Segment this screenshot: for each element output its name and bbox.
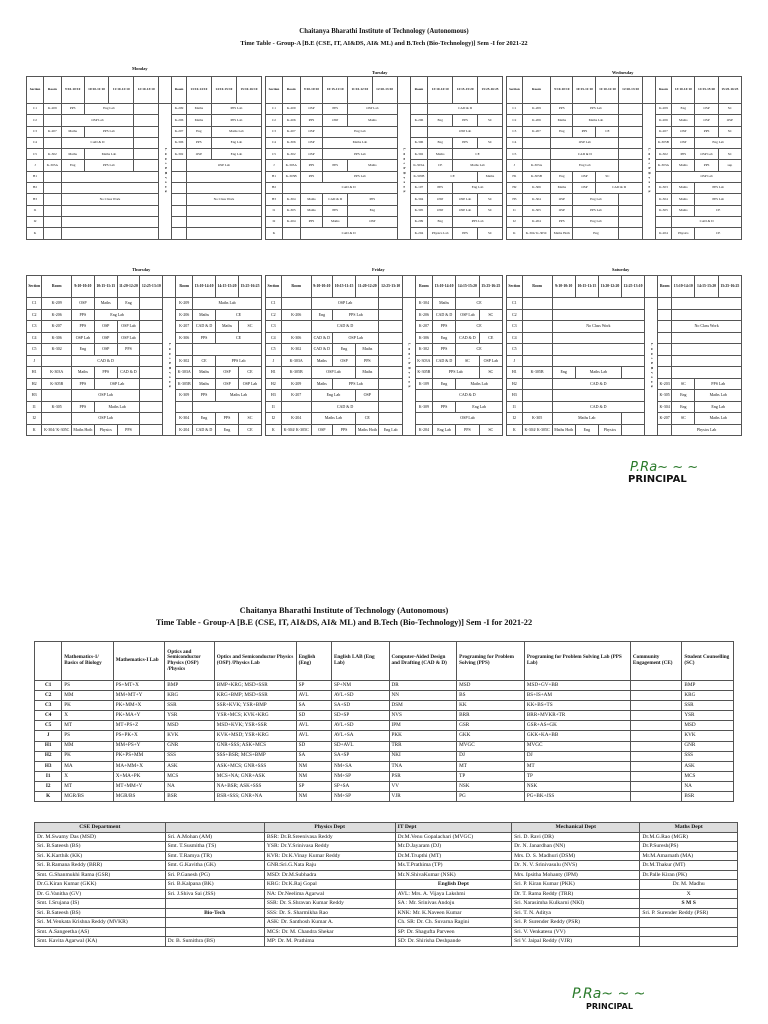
allotment-cell: SSS+BSR; MCS+BMP bbox=[214, 751, 296, 761]
faculty-cell: Dr.M.G.Rao (MGR) bbox=[640, 832, 738, 842]
allotment-cell: SP bbox=[296, 681, 331, 691]
faculty-cell: Sri. B.Kalpana (BK) bbox=[165, 880, 264, 890]
faculty-cell: KNK: Mr. K.Naveen Kumar bbox=[395, 908, 511, 918]
allotment-cell: MT bbox=[62, 721, 114, 731]
subjects-subtitle: Time Table - Group-A [B.E (CSE, IT, AI&DS, AI& ML) and B.Tech (Bio-Technology)] Sem -I for 2021-22 bbox=[155, 618, 533, 627]
subject-header-5: English (Eng) bbox=[296, 642, 331, 681]
allotment-cell: PG+BK+JSS bbox=[524, 792, 630, 802]
allotment-cell: BMP bbox=[165, 681, 214, 691]
subject-header-8: Programing for Problem Solving (PPS) bbox=[457, 642, 525, 681]
table-row bbox=[35, 761, 734, 771]
allotment-cell: SP+SA bbox=[331, 781, 389, 791]
allotment-cell: PK+MM+X bbox=[113, 701, 165, 711]
allotment-cell: SA bbox=[296, 701, 331, 711]
allotment-cell: NVS bbox=[389, 711, 457, 721]
allotment-cell: MSD bbox=[457, 681, 525, 691]
faculty-cell: Smt. I.Srujana (IS) bbox=[35, 899, 166, 909]
subject-header-6: English LAB (Eng Lab) bbox=[331, 642, 389, 681]
table-row bbox=[35, 751, 734, 761]
allotment-cell: MVGC bbox=[524, 741, 630, 751]
section-cell: C4 bbox=[35, 711, 62, 721]
table-row bbox=[35, 918, 738, 928]
faculty-cell: Sri. B.Sateesh (BS) bbox=[35, 842, 166, 852]
faculty-cell: Mr.M.Amarnath (MA) bbox=[640, 851, 738, 861]
allotment-cell: TP bbox=[457, 771, 525, 781]
faculty-cell: MSD: Dr.M.Subhadra bbox=[264, 870, 395, 880]
allotment-cell bbox=[630, 741, 682, 751]
allotment-cell: TRR bbox=[389, 741, 457, 751]
allotment-cell: BMP+KRG; MSD+SSR bbox=[214, 681, 296, 691]
table-row bbox=[35, 842, 738, 852]
faculty-cell: Dr. N. V. Srinivasulu (NVS) bbox=[512, 861, 640, 871]
table-row bbox=[35, 771, 734, 781]
section-cell: C5 bbox=[35, 721, 62, 731]
faculty-cell: MCS: Dr. M. Chandra Shekar bbox=[264, 927, 395, 937]
allotment-cell: VJR bbox=[389, 792, 457, 802]
allotment-cell: SP+NM bbox=[331, 681, 389, 691]
allotment-cell: MT+MM+Y bbox=[113, 781, 165, 791]
subject-allotment-table bbox=[34, 641, 734, 802]
allotment-cell: BMP bbox=[682, 681, 734, 691]
faculty-cell: Smt. A.Sangeetha (AS) bbox=[35, 927, 166, 937]
section-cell: I1 bbox=[35, 771, 62, 781]
allotment-cell: PG bbox=[457, 792, 525, 802]
faculty-cell bbox=[165, 899, 264, 909]
day-label-saturday: Saturday bbox=[612, 267, 630, 272]
subject-header-0 bbox=[35, 642, 62, 681]
friday-table: Section Room 9:10-10:10 10:15-11:15 11:20-12:20 12:25-13:10 Room 13:10-14:10 14:15-15:20 15:25-16:25 C1 OSP Lab L u n c h B r e a k K-304 Maths CE C2 K-206 Eng PPS Lab K-206 CAD & D OSP Lab SC C3 CAD & D K-207 PPS CE C4 K-306 CAD & D OSP Lab K-306 Eng CAD & D CE C5 K-302 CAD & D Eng Maths K-302 PPS CE J K-303A Maths OSP PPS K-303A CAD & D SC OSP Lab H1 K-305B OSP Lab Maths K-305B PPS Lab SC H2 K-209 Maths PPS Lab K-109 Eng Maths Lab H3 K-207 Eng Lab OSP CAD & D I1 CAD & D K-309 PPS Eng Lab I2 K-204 Maths Lab CE OSP Lab K K-304/ K-305C OSP PPS Maths Hoth Eng Lab K-204 Eng Lab PPS SC bbox=[265, 275, 503, 436]
allotment-cell bbox=[630, 691, 682, 701]
faculty-cell: Sri. T. N. Aditya bbox=[512, 908, 640, 918]
allotment-cell: SA+SD bbox=[331, 701, 389, 711]
allotment-cell: NM bbox=[296, 761, 331, 771]
faculty-cell: Sri. B.Sateesh (BS) bbox=[35, 908, 166, 918]
faculty-cell: SA : Mr. Srinivas Andoju bbox=[395, 899, 511, 909]
faculty-header-1 bbox=[165, 823, 264, 833]
allotment-cell: PS bbox=[62, 731, 114, 741]
allotment-cell: MSD bbox=[682, 721, 734, 731]
faculty-cell: Sri. P.Ganesh (PG) bbox=[165, 870, 264, 880]
allotment-cell: MT bbox=[524, 761, 630, 771]
day-label-thursday: Thursday bbox=[132, 267, 151, 272]
table-row bbox=[35, 861, 738, 871]
allotment-cell: MM+PS+Y bbox=[113, 741, 165, 751]
allotment-cell: NA+BSR; ASK+SSS bbox=[214, 781, 296, 791]
allotment-cell: NKI bbox=[389, 751, 457, 761]
faculty-cell: Dr. G.Vanitha (GV) bbox=[35, 889, 166, 899]
faculty-cell: AVL: Mrs. A. Vijaya Lakshmi bbox=[395, 889, 511, 899]
section-cell: C1 bbox=[35, 681, 62, 691]
table-row bbox=[35, 691, 734, 701]
faculty-cell: Dr. B. Sumithra (BS) bbox=[165, 937, 264, 947]
allotment-cell: GNR bbox=[682, 741, 734, 751]
allotment-cell bbox=[630, 751, 682, 761]
allotment-cell: KVK+MSD; YSR+KRG bbox=[214, 731, 296, 741]
allotment-cell: YSR+MCS; KVK+KRG bbox=[214, 711, 296, 721]
allotment-cell: KVK bbox=[165, 731, 214, 741]
table-row bbox=[35, 870, 738, 880]
subject-header-4: Optics and Semiconductor Physics (OSP) /Physics Lab bbox=[214, 642, 296, 681]
faculty-cell: Sri. A.Mohan (AM) bbox=[165, 832, 264, 842]
lunch-break-saturday: L u n c h B r e a k bbox=[649, 343, 654, 389]
wednesday-table: Section Room 9:10-10:10 10:15-11:10 11:10-12:10 12:20-13:10 Room 13:10-14:10 14:15-15:20 15:25-16:25 C1 K-209 PPS PPS Lab L u n c h B r e a k K-209 Eng OSP SC C2 K-206 Maths Maths Lab K-206 Maths OSP OSP C3 K-207 Eng PPS CE K-207 OSP PPS SC C4 OSP Lab K-305B OSP Eng Lab C5 CAD & D K-302 PPS OSP Lab SC J K-303A Eng Lab K-303A Maths PPS sup H1 K-305B Eng OSP SC OSP Lab H2 K-306 Maths OSP CAD & D K-303 Maths PPS Lab H3 K-304 OSP Eng Lab K-304 Maths PPS Lab I1 K-305 OSP PPS Lab K-305 Maths CE I2 K-204 PPS Eng Lab CAD & D K K-304/ K-305C Maths Hoth Eng K-204 Physics CE bbox=[506, 76, 742, 240]
allotment-cell: BRR bbox=[457, 711, 525, 721]
allotment-cell: AVL+SD bbox=[331, 721, 389, 731]
faculty-cell: Mr.N.ShivaKumar (NSK) bbox=[395, 870, 511, 880]
allotment-cell: AVL bbox=[296, 691, 331, 701]
table-row bbox=[35, 741, 734, 751]
allotment-cell: SD bbox=[296, 711, 331, 721]
table-row bbox=[35, 880, 738, 890]
allotment-cell: X bbox=[62, 771, 114, 781]
subjects-institute-title: Chaitanya Bharathi Institute of Technology (Autonomous) bbox=[239, 606, 449, 615]
faculty-header-4: Mechanical Dept bbox=[512, 823, 640, 833]
allotment-cell: MCS bbox=[682, 771, 734, 781]
allotment-cell: MVGC bbox=[457, 741, 525, 751]
section-cell: J bbox=[35, 731, 62, 741]
allotment-cell bbox=[630, 721, 682, 731]
allotment-cell bbox=[630, 761, 682, 771]
allotment-cell: NSK bbox=[524, 781, 630, 791]
faculty-header-5: Maths Dept bbox=[640, 823, 738, 833]
allotment-cell: SD+SP bbox=[331, 711, 389, 721]
table-row bbox=[35, 792, 734, 802]
allotment-cell: MA+MM+X bbox=[113, 761, 165, 771]
faculty-table bbox=[34, 822, 738, 947]
allotment-cell: BRR+MVKR+TR bbox=[524, 711, 630, 721]
allotment-cell: ASK+MCS; GNR+SSS bbox=[214, 761, 296, 771]
allotment-cell bbox=[630, 731, 682, 741]
allotment-cell: MSD+KVK; YSR+SSR bbox=[214, 721, 296, 731]
faculty-cell: Sri. D. Ravi (DR) bbox=[512, 832, 640, 842]
no-class-saturday-am: No Class Work bbox=[586, 323, 611, 329]
table-row bbox=[35, 889, 738, 899]
table-row bbox=[35, 731, 734, 741]
allotment-cell: PSR bbox=[389, 771, 457, 781]
table-row bbox=[35, 937, 738, 947]
faculty-cell: Sri. B.Ramana Reddy (BRR) bbox=[35, 861, 166, 871]
timetable-subtitle: Time Table - Group-A [B.E (CSE, IT, AI&DS, AI& ML) and B.Tech (Bio-Technology)] Sem -I for 2021-22 bbox=[240, 40, 528, 47]
faculty-cell: Mrs. Ipsitha Mohanty (IPM) bbox=[512, 870, 640, 880]
allotment-cell: AVL bbox=[296, 721, 331, 731]
faculty-cell: Ms.T.Prathima (TP) bbox=[395, 861, 511, 871]
allotment-cell: NM bbox=[296, 792, 331, 802]
allotment-cell: NM+SP bbox=[331, 792, 389, 802]
allotment-cell: NN bbox=[389, 691, 457, 701]
lunch-break-tuesday: L u n c h B r e a k bbox=[402, 147, 407, 194]
allotment-cell: KK bbox=[457, 701, 525, 711]
faculty-cell: Dr.M.Venu Gopalachari (MVGC) bbox=[395, 832, 511, 842]
faculty-cell: GNR:Sri.G.Nata Raju bbox=[264, 861, 395, 871]
allotment-cell: AVL+SA bbox=[331, 731, 389, 741]
allotment-cell: MCS bbox=[165, 771, 214, 781]
faculty-cell: S M S bbox=[640, 899, 738, 909]
allotment-cell: NM+SA bbox=[331, 761, 389, 771]
section-cell: C2 bbox=[35, 691, 62, 701]
allotment-cell: MM bbox=[62, 741, 114, 751]
allotment-cell: SSR bbox=[682, 701, 734, 711]
allotment-cell: SD bbox=[296, 741, 331, 751]
principal-signature-bottom: P.Ra~ ~ ~ bbox=[572, 986, 646, 1002]
allotment-cell: PKK bbox=[389, 731, 457, 741]
allotment-cell: NM+SP bbox=[331, 771, 389, 781]
allotment-cell: PS+PK+X bbox=[113, 731, 165, 741]
faculty-cell: Bio-Tech bbox=[165, 908, 264, 918]
faculty-cell bbox=[640, 937, 738, 947]
faculty-cell: Ch. SR: Dr. Ch. Suvarna Ragini bbox=[395, 918, 511, 928]
subject-header-1: Mathematics-1/ Basics of Biology bbox=[62, 642, 114, 681]
allotment-cell: GSR+AS+GK bbox=[524, 721, 630, 731]
allotment-cell: GNR bbox=[165, 741, 214, 751]
table-row bbox=[35, 927, 738, 937]
allotment-cell: KK+BS+TS bbox=[524, 701, 630, 711]
subject-header-3: Optics and Semiconductor Physics (OSP) /Physics bbox=[165, 642, 214, 681]
faculty-cell: Mrs. D. S. Madhuri (DSM) bbox=[512, 851, 640, 861]
allotment-cell: MM+MT+Y bbox=[113, 691, 165, 701]
allotment-cell: MGR/BS bbox=[62, 792, 114, 802]
faculty-cell: MP: Dr. M. Prathima bbox=[264, 937, 395, 947]
lunch-break-thursday: L u n c h B r e a k bbox=[168, 343, 173, 389]
lunch-break-friday: L u n c h B r e a k bbox=[407, 343, 412, 389]
faculty-cell: Dr. N. Janardhan (NN) bbox=[512, 842, 640, 852]
section-cell: K bbox=[35, 792, 62, 802]
saturday-table: Section Room 9:10-10:10 10:15-11:15 11:20-12:20 12:25-13:10 Room 13:10-14:10 14:15-15:20 15:25-16:25 C1 L u n c h B r e a k C2 C3 No Class Work No Class Work C4 C5 J H1 K-305B Eng Maths Lab H2 CAD & D K-203 SC PPS Lab H3 K-305 Eng Maths Lab I1 CAD & D K-304 Eng Eng Lab I2 K-305 Maths Lab K-207 SC Maths Lab K K-304/ K-305C Maths Hoth Eng Physics Physics Lab bbox=[506, 275, 742, 436]
allotment-cell bbox=[630, 781, 682, 791]
faculty-cell: Smt. G.Kavitha (GK) bbox=[165, 861, 264, 871]
faculty-cell: English Dept bbox=[395, 880, 511, 890]
table-row bbox=[35, 681, 734, 691]
allotment-cell: BSR bbox=[682, 792, 734, 802]
allotment-cell: GKK+KA+BB bbox=[524, 731, 630, 741]
allotment-cell: SSS bbox=[165, 751, 214, 761]
allotment-cell: NSK bbox=[457, 781, 525, 791]
section-cell: H2 bbox=[35, 751, 62, 761]
allotment-cell: PK+PS+MM bbox=[113, 751, 165, 761]
day-label-tuesday: Tuesday bbox=[372, 70, 388, 75]
faculty-cell: X bbox=[640, 889, 738, 899]
faculty-cell: KVR: Dr.K.Vinay Kumar Reddy bbox=[264, 851, 395, 861]
allotment-cell bbox=[630, 792, 682, 802]
table-row bbox=[35, 899, 738, 909]
table-row bbox=[35, 721, 734, 731]
allotment-cell: NM bbox=[296, 771, 331, 781]
table-row bbox=[35, 701, 734, 711]
allotment-cell: NA bbox=[682, 781, 734, 791]
lunch-break-monday: L u n c h B r e a k bbox=[164, 147, 168, 194]
allotment-cell: PK bbox=[62, 701, 114, 711]
allotment-cell: MA bbox=[62, 761, 114, 771]
allotment-cell: GKK bbox=[457, 731, 525, 741]
principal-label-top: PRINCIPAL bbox=[628, 474, 687, 485]
allotment-cell: DJ bbox=[524, 751, 630, 761]
allotment-cell: KVK bbox=[682, 731, 734, 741]
section-cell: H1 bbox=[35, 741, 62, 751]
allotment-cell: YSR bbox=[682, 711, 734, 721]
faculty-cell: ASK: Dr. Santhosh Kumar A. bbox=[264, 918, 395, 928]
principal-label-bottom: PRINCIPAL bbox=[586, 1002, 633, 1011]
allotment-cell: KRG bbox=[682, 691, 734, 701]
allotment-cell: VV bbox=[389, 781, 457, 791]
allotment-cell: TNA bbox=[389, 761, 457, 771]
subject-header-11: Student Counselling (SC) bbox=[682, 642, 734, 681]
allotment-cell: MCS+NA; GNR+ASK bbox=[214, 771, 296, 781]
monday-table: Section Room 9:10-10:10 10:10-11:10 11:10-12:10 12:10-13:10 Room 13:10-14:10 14:10-15:10 15:10-16:10 C1 K-209 PPS Eng Lab L u n c h B r e a k K-209 Maths PPS Lab C2 OSP Lab K-206 Maths PPS Lab C3 K-207 Maths PPS Lab K-207 Eng Maths Lab C4 CAD & D K-306 PPS Eng Lab C5 K-302 Maths Maths Lab K-302 OSP Eng Lab J K-303A Eng PPS Lab OSP Lab H1 H2 H3 No Class Work No Class Work I1 I2 K bbox=[26, 76, 262, 240]
timetable-institute-title: Chaitanya Bharathi Institute of Technology (Autonomous) bbox=[299, 28, 469, 35]
section-cell: I2 bbox=[35, 781, 62, 791]
faculty-header-2: Physics Dept bbox=[264, 823, 395, 833]
allotment-cell: NA bbox=[165, 781, 214, 791]
allotment-cell: DSM bbox=[389, 701, 457, 711]
allotment-cell: MT bbox=[62, 781, 114, 791]
faculty-cell: Dr.P.Suresh(PS) bbox=[640, 842, 738, 852]
allotment-cell: PS+MT+X bbox=[113, 681, 165, 691]
faculty-cell: Dr. M. Madhu bbox=[640, 880, 738, 890]
faculty-cell bbox=[640, 918, 738, 928]
allotment-cell: MT+PS+Z bbox=[113, 721, 165, 731]
faculty-cell: SSR: Dr. S.Shravan Kumar Reddy bbox=[264, 899, 395, 909]
allotment-cell: KRG+BMP; MSD+SSR bbox=[214, 691, 296, 701]
table-row bbox=[35, 832, 738, 842]
faculty-cell: Dr. M.Swamy Das (MSD) bbox=[35, 832, 166, 842]
table-row bbox=[35, 711, 734, 721]
faculty-cell: Dr. T. Rama Reddy (TRR) bbox=[512, 889, 640, 899]
faculty-cell: Smt. T.Susmitha (TS) bbox=[165, 842, 264, 852]
faculty-cell: Mr.D.Jayaram (DJ) bbox=[395, 842, 511, 852]
allotment-cell: YSR bbox=[165, 711, 214, 721]
table-row bbox=[35, 781, 734, 791]
no-class-saturday-pm: No Class Work bbox=[694, 323, 719, 329]
allotment-cell: PS bbox=[62, 681, 114, 691]
faculty-cell bbox=[165, 927, 264, 937]
tuesday-table: Section Room 9:10-10:10 10:15-11:10 11:10-12:10 12:20-13:10 Room 13:10-14:10 14:15-15:20 15:25-16:25 C1 K-209 OSP PPS OSP Lab L u n c h B r e a k CAD & D C2 K-206 PPS OSP Maths K-206 Eng PPS SC C3 K-207 OSP Eng Lab OSP Lab C4 K-306 OSP Maths Lab K-306 Eng PPS SC C5 K-302 OSP PPS Lab K-302 Maths CE J K-303A PPS PPS Maths K-303A CE Maths Lab H1 K-305B PPS PPS Lab K-305B CE Maths H2 CAD & D K-107 PPS Eng Lab H3 K-304 Maths CAD & D PPS K-304 OSP OSP Lab SC I1 K-305 Maths PPS Eng K-305 OSP OSP Lab SC I2 K-204 PPS Maths OSP K-209 Eng PPS Lab K CAD & D K-204 Physics Lab PPS SC bbox=[265, 76, 503, 240]
allotment-cell: GSR bbox=[457, 721, 525, 731]
allotment-cell: AVL+SD bbox=[331, 691, 389, 701]
faculty-cell: Dr.M.Trupthi (MT) bbox=[395, 851, 511, 861]
allotment-cell: ASK bbox=[682, 761, 734, 771]
faculty-cell: Sri. P. Kiran Kumar (PKK) bbox=[512, 880, 640, 890]
allotment-cell: BS+IS+AM bbox=[524, 691, 630, 701]
faculty-cell: Smt. Kavita Agarwal (KA) bbox=[35, 937, 166, 947]
allotment-cell: BSR bbox=[165, 792, 214, 802]
allotment-cell: SA+SP bbox=[331, 751, 389, 761]
principal-signature-top: P.Ra~ ~ ~ bbox=[630, 460, 699, 475]
allotment-cell bbox=[630, 681, 682, 691]
allotment-cell: SSR bbox=[165, 701, 214, 711]
faculty-cell: Sri. Narasimha Kulkarni (NKI) bbox=[512, 899, 640, 909]
allotment-cell: X+MA+PK bbox=[113, 771, 165, 781]
faculty-cell: Sri. M.Venkata Krishna Reddy (MVKR) bbox=[35, 918, 166, 928]
faculty-cell: NA: Dr.Neelima Agarwal bbox=[264, 889, 395, 899]
allotment-cell: BS bbox=[457, 691, 525, 701]
faculty-cell: BSR: Dr.B.Sreenivasa Reddy bbox=[264, 832, 395, 842]
allotment-cell bbox=[630, 701, 682, 711]
faculty-cell: Dr.M.Thakur (MT) bbox=[640, 861, 738, 871]
allotment-cell: SSS bbox=[682, 751, 734, 761]
allotment-cell: PK+MA+Y bbox=[113, 711, 165, 721]
no-class-monday-am: No Class Work bbox=[99, 196, 121, 201]
allotment-cell: DJ bbox=[457, 751, 525, 761]
subject-header-10: Community Engagement (CE) bbox=[630, 642, 682, 681]
section-cell: H3 bbox=[35, 761, 62, 771]
allotment-cell: KRG bbox=[165, 691, 214, 701]
allotment-cell: SD+AVL bbox=[331, 741, 389, 751]
allotment-cell: IPM bbox=[389, 721, 457, 731]
allotment-cell: X bbox=[62, 711, 114, 721]
allotment-cell: MM bbox=[62, 691, 114, 701]
allotment-cell: PK bbox=[62, 751, 114, 761]
faculty-cell bbox=[165, 918, 264, 928]
faculty-cell: Smt. G.Shanmukhi Rama (GSR) bbox=[35, 870, 166, 880]
faculty-cell: Dr.G.Kiran Kumar (GKK) bbox=[35, 880, 166, 890]
subject-header-9: Programing for Problem Solving Lab (PPS Lab) bbox=[524, 642, 630, 681]
allotment-cell: SA bbox=[296, 751, 331, 761]
subject-header-2: Mathematics-I Lab bbox=[113, 642, 165, 681]
allotment-cell: GNR+SSS; ASK+MCS bbox=[214, 741, 296, 751]
no-class-monday-pm: No Class Work bbox=[213, 196, 235, 201]
day-label-monday: Monday bbox=[132, 66, 148, 71]
faculty-cell: Sri. P. Surender Reddy (PSR) bbox=[640, 908, 738, 918]
day-label-wednesday: Wednesday bbox=[612, 70, 634, 75]
faculty-header-0: CSE Department bbox=[35, 823, 166, 833]
lunch-break-wednesday: L u n c h B r e a k bbox=[647, 147, 652, 194]
allotment-cell bbox=[630, 771, 682, 781]
faculty-cell: SD: Dr. Shirisha Deshpande bbox=[395, 937, 511, 947]
faculty-cell: Sri. P. Surender Reddy (PSR) bbox=[512, 918, 640, 928]
subject-header-7: Computer-Aided Design and Drafting (CAD & D) bbox=[389, 642, 457, 681]
faculty-cell: YSR: Dr.Y.Srinivasa Reddy bbox=[264, 842, 395, 852]
table-row bbox=[35, 908, 738, 918]
allotment-cell: SP bbox=[296, 781, 331, 791]
faculty-cell: Sri. J.Shiva Sai (JSS) bbox=[165, 889, 264, 899]
thursday-table: Section Room 9:10-10:10 10:15-11:15 11:20-12:20 12:25-13:10 Room 13:10-14:10 14:15-15:20 15:25-16:25 C1 K-209 OSP Maths Eng L u n c h B r e a k K-209 Maths Lab C2 K-206 PPS Eng Lab K-206 Maths CE C3 K-207 PPS OSP OSP Lab K-207 CAD & D Maths SC C4 K-306 OSP Lab OSP OSP Lab K-306 PPS CE C5 K-302 Eng OSP PPS J CAD & D K-302 CE PPS Lab H1 K-303A Maths PPS CAD & D K-303A Maths OSP CE H2 K-305B PPS OSP Lab K-305B Maths OSP OSP Lab H3 OSP Lab K-309 PPS Maths Lab I1 K-305 PPS Maths Lab I2 OSP Lab K-304 Eng PPS SC K K-304/ K-305C Maths Hoth Physics PPS K-204 CAD & D Eng CE bbox=[26, 275, 262, 436]
day-label-friday: Friday bbox=[372, 267, 385, 272]
allotment-cell bbox=[630, 711, 682, 721]
allotment-cell: ASK bbox=[165, 761, 214, 771]
faculty-cell: Sri. V. Venkatesu (VV) bbox=[512, 927, 640, 937]
allotment-cell: TP bbox=[524, 771, 630, 781]
allotment-cell: SSR+KVK; YSR+BMP bbox=[214, 701, 296, 711]
allotment-cell: MT bbox=[457, 761, 525, 771]
section-cell: C3 bbox=[35, 701, 62, 711]
table-row bbox=[35, 851, 738, 861]
faculty-cell: SSS: Dr. S. Sharmikha Rao bbox=[264, 908, 395, 918]
allotment-cell: MGR/BS bbox=[113, 792, 165, 802]
faculty-cell bbox=[640, 927, 738, 937]
faculty-header-3: IT Dept bbox=[395, 823, 511, 833]
faculty-cell: SP: Dr. Shagufta Parveen bbox=[395, 927, 511, 937]
allotment-cell: AVL bbox=[296, 731, 331, 741]
allotment-cell: MSD bbox=[165, 721, 214, 731]
faculty-cell: Smt. T.Ramya (TR) bbox=[165, 851, 264, 861]
faculty-cell: Sri V. Jaipal Reddy (VJR) bbox=[512, 937, 640, 947]
allotment-cell: MSD+GV+BB bbox=[524, 681, 630, 691]
faculty-cell: Sri. K.Karthik (KK) bbox=[35, 851, 166, 861]
faculty-cell: KRG: Dr.K.Raj Gopal bbox=[264, 880, 395, 890]
allotment-cell: BSR+SSS; GNR+NA bbox=[214, 792, 296, 802]
faculty-cell: Dr.Palle Kiran (PK) bbox=[640, 870, 738, 880]
allotment-cell: DR bbox=[389, 681, 457, 691]
